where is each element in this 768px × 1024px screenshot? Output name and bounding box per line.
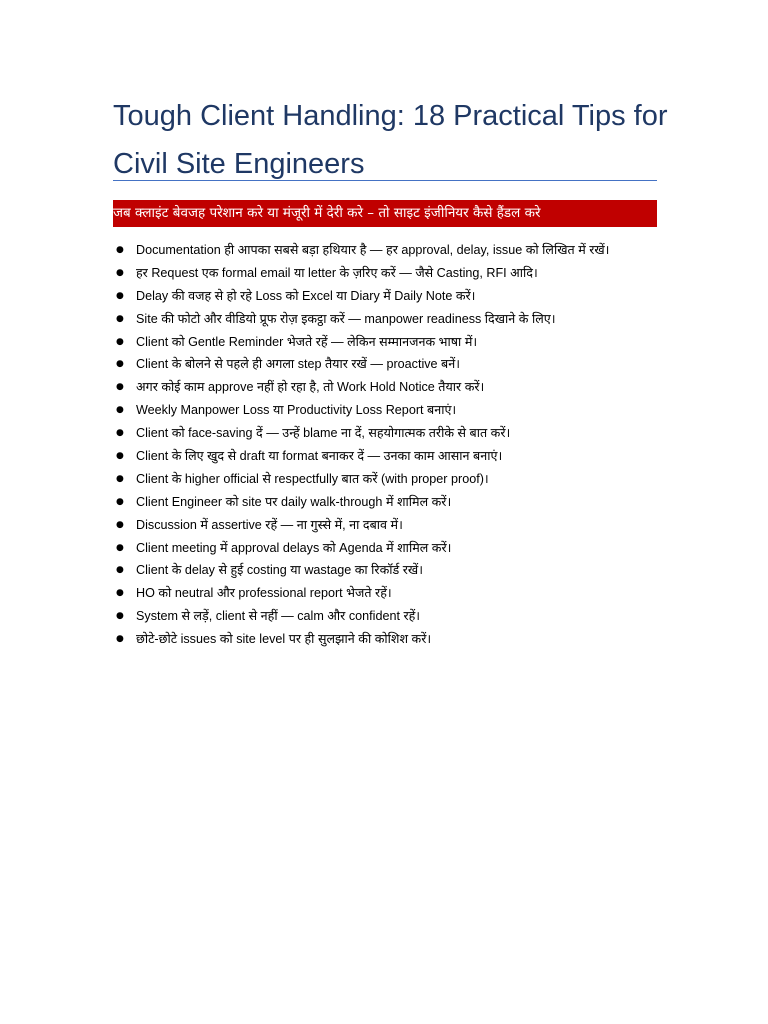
bullet-icon: ● — [116, 313, 124, 324]
list-item — [113, 285, 673, 308]
bullet-icon: ● — [116, 611, 124, 622]
list-item-text: अगर कोई काम approve नहीं हो रहा है, तो Work Hold Notice तैयार करें। — [136, 380, 485, 395]
list-item-text: Delay की वजह से हो रहे Loss को Excel या Diary में Daily Note करें। — [136, 288, 476, 303]
list-item-text: Weekly Manpower Loss या Productivity Loss Report बनाएं। — [136, 403, 457, 418]
list-item-text: Client के बोलने से पहले ही अगला step तैयार रखें — proactive बनें। — [136, 357, 460, 372]
bullet-icon: ● — [116, 588, 124, 599]
bullet-icon: ● — [116, 245, 124, 255]
bullet-icon: ● — [116, 565, 124, 576]
list-item-text: हर Request एक formal email या letter के ज़रिए करें — जैसे Casting, RFI आदि। — [136, 265, 538, 280]
subtitle-banner: जब क्लाइंट बेवजह परेशान करे या मंजूरी में देरी करे – तो साइट इंजीनियर कैसे हैंडल करे — [113, 200, 657, 227]
list-item-text: Client के delay से हुई costing या wastage का रिकॉर्ड रखें। — [136, 563, 423, 578]
list-item — [113, 605, 673, 628]
bullet-icon: ● — [116, 336, 124, 347]
list-item — [113, 491, 673, 514]
bullet-icon: ● — [116, 473, 124, 484]
bullet-icon: ● — [116, 405, 124, 416]
bullet-icon: ● — [116, 634, 124, 645]
list-item — [113, 399, 673, 422]
list-item — [113, 468, 673, 491]
list-item-text: Client Engineer को site पर daily walk-through में शामिल करें। — [136, 494, 452, 509]
list-item-text: Client के लिए खुद से draft या format बनाकर दें — उनका काम आसान बनाएं। — [136, 449, 503, 464]
list-item — [113, 376, 673, 399]
bullet-icon: ● — [116, 519, 124, 530]
list-item-text: Documentation ही आपका सबसे बड़ा हथियार है — हर approval, delay, issue को लिखित में रखें। — [136, 243, 610, 257]
list-item — [113, 582, 673, 605]
list-item-text: Client को Gentle Reminder भेजते रहें — लेकिन सम्मानजनक भाषा में। — [136, 334, 478, 349]
list-item-text: Client के higher official से respectfully बात करें (with proper proof)। — [136, 471, 489, 486]
bullet-icon: ● — [116, 359, 124, 370]
list-item-text: Client meeting में approval delays को Agenda में शामिल करें। — [136, 540, 452, 555]
bullet-icon: ● — [116, 496, 124, 507]
list-item — [113, 353, 673, 376]
list-item — [113, 537, 673, 560]
document-title: Tough Client Handling: 18 Practical Tips for Civil Site Engineers — [113, 100, 668, 180]
list-item-text: Discussion में assertive रहें — ना गुस्से में, ना दबाव में। — [136, 517, 403, 532]
bullet-icon: ● — [116, 290, 124, 301]
bullet-icon: ● — [116, 542, 124, 553]
list-item — [113, 422, 673, 445]
list-item — [113, 514, 673, 537]
list-item — [113, 308, 673, 331]
bullet-icon: ● — [116, 428, 124, 439]
list-item — [113, 239, 673, 262]
list-item — [113, 262, 673, 285]
bullet-icon: ● — [116, 382, 124, 393]
list-item-text: छोटे-छोटे issues को site level पर ही सुलझाने की कोशिश करें। — [136, 632, 432, 647]
list-item-text: HO को neutral और professional report भेजते रहें। — [136, 586, 392, 601]
tips-list — [113, 239, 673, 651]
list-item — [113, 559, 673, 582]
list-item — [113, 628, 673, 651]
bullet-icon: ● — [116, 267, 124, 278]
list-item-text: Site की फोटो और वीडियो प्रूफ रोज़ इकट्ठा करें — manpower readiness दिखाने के लिए। — [136, 311, 556, 326]
list-item — [113, 445, 673, 468]
list-item — [113, 331, 673, 354]
list-item-text: Client को face-saving दें — उन्हें blame ना दें, सहयोगात्मक तरीके से बात करें। — [136, 426, 511, 441]
list-item-text: System से लड़ें, client से नहीं — calm और confident रहें। — [136, 609, 421, 624]
title-underline — [113, 180, 657, 181]
bullet-icon: ● — [116, 451, 124, 462]
